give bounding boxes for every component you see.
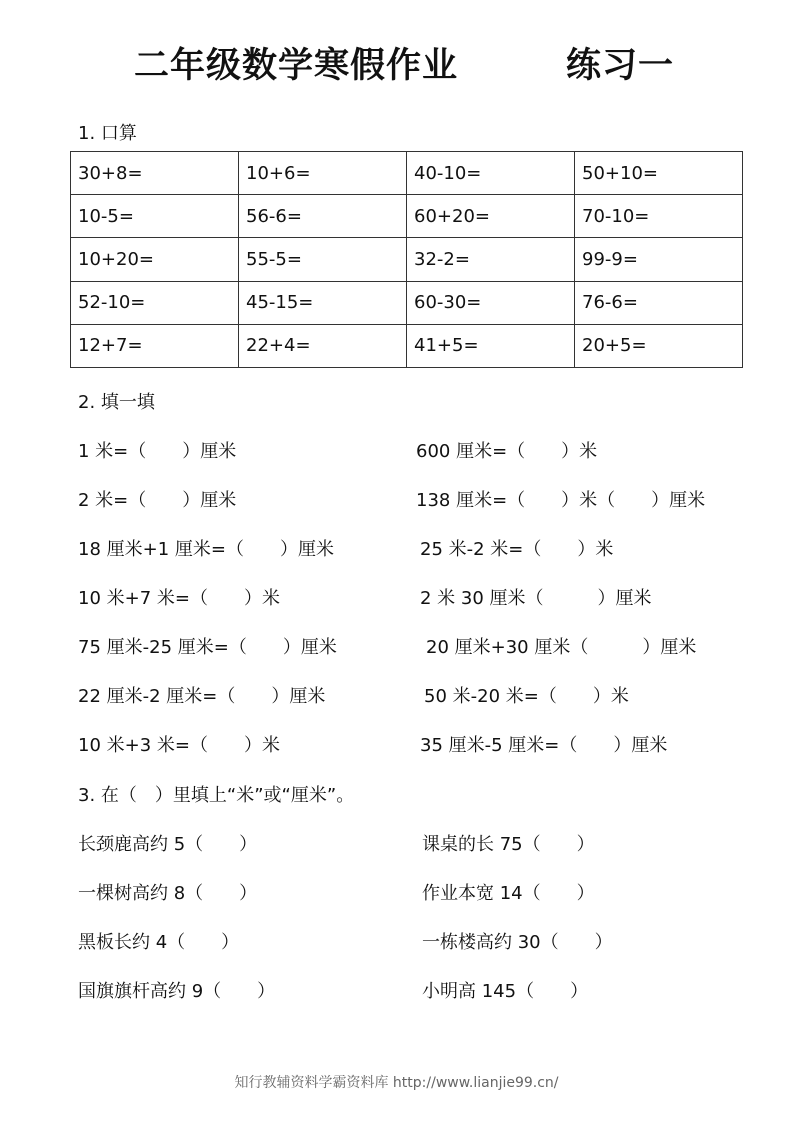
table-cell: 40-10= xyxy=(407,152,575,195)
table-cell: 22+4= xyxy=(239,324,407,367)
fill-item-left: 75 厘米-25 厘米=（ ）厘米 xyxy=(78,637,337,658)
fill-item-right: 138 厘米=（ ）米（ ）厘米 xyxy=(416,490,706,511)
fill-item-left: 10 米+3 米=（ ）米 xyxy=(78,735,280,756)
title-main: 二年级数学寒假作业 xyxy=(134,46,459,86)
table-cell: 10+20= xyxy=(71,238,239,281)
fill-item-right: 2 米 30 厘米（ ）厘米 xyxy=(420,588,652,609)
unit-item-left: 黑板长约 4（ ） xyxy=(78,932,240,953)
fill-item-right: 20 厘米+30 厘米（ ）厘米 xyxy=(426,637,697,658)
unit-item-left: 一棵树高约 8（ ） xyxy=(78,883,258,904)
table-cell: 50+10= xyxy=(575,152,743,195)
fill-item-left: 1 米=（ ）厘米 xyxy=(78,441,237,462)
table-cell: 10+6= xyxy=(239,152,407,195)
unit-item-right: 一栋楼高约 30（ ） xyxy=(422,932,613,953)
fill-item-right: 35 厘米-5 厘米=（ ）厘米 xyxy=(420,735,668,756)
footer-source: 知行教辅资料学霸资料库 http://www.lianjie99.cn/ xyxy=(234,1075,559,1091)
fill-item-right: 25 米-2 米=（ ）米 xyxy=(420,539,614,560)
table-cell: 41+5= xyxy=(407,324,575,367)
section3-heading: 3. 在（ ）里填上“米”或“厘米”。 xyxy=(78,785,355,806)
table-cell: 12+7= xyxy=(71,324,239,367)
table-row xyxy=(71,238,743,281)
fill-item-right: 50 米-20 米=（ ）米 xyxy=(424,686,629,707)
unit-item-right: 小明高 145（ ） xyxy=(422,981,589,1002)
fill-item-left: 18 厘米+1 厘米=（ ）厘米 xyxy=(78,539,334,560)
table-row xyxy=(71,324,743,367)
fill-item-left: 10 米+7 米=（ ）米 xyxy=(78,588,280,609)
table-cell: 45-15= xyxy=(239,281,407,324)
table-cell: 76-6= xyxy=(575,281,743,324)
table-cell: 32-2= xyxy=(407,238,575,281)
table-cell: 10-5= xyxy=(71,195,239,238)
table-row xyxy=(71,152,743,195)
title-sub: 练习一 xyxy=(566,46,675,86)
section2-heading: 2. 填一填 xyxy=(78,392,155,413)
unit-item-left: 长颈鹿高约 5（ ） xyxy=(78,834,258,855)
fill-item-right: 600 厘米=（ ）米 xyxy=(416,441,598,462)
table-row xyxy=(71,281,743,324)
table-cell: 56-6= xyxy=(239,195,407,238)
table-cell: 60+20= xyxy=(407,195,575,238)
section1-heading: 1. 口算 xyxy=(78,123,137,144)
table-cell: 30+8= xyxy=(71,152,239,195)
oral-calc-table xyxy=(70,151,743,368)
table-cell: 99-9= xyxy=(575,238,743,281)
fill-item-left: 2 米=（ ）厘米 xyxy=(78,490,237,511)
table-cell: 55-5= xyxy=(239,238,407,281)
table-cell: 70-10= xyxy=(575,195,743,238)
unit-item-right: 作业本宽 14（ ） xyxy=(422,883,595,904)
table-cell: 20+5= xyxy=(575,324,743,367)
table-cell: 60-30= xyxy=(407,281,575,324)
fill-item-left: 22 厘米-2 厘米=（ ）厘米 xyxy=(78,686,326,707)
unit-item-left: 国旗旗杆高约 9（ ） xyxy=(78,981,276,1002)
page-title xyxy=(0,38,793,98)
table-row xyxy=(71,195,743,238)
table-cell: 52-10= xyxy=(71,281,239,324)
unit-item-right: 课桌的长 75（ ） xyxy=(422,834,595,855)
